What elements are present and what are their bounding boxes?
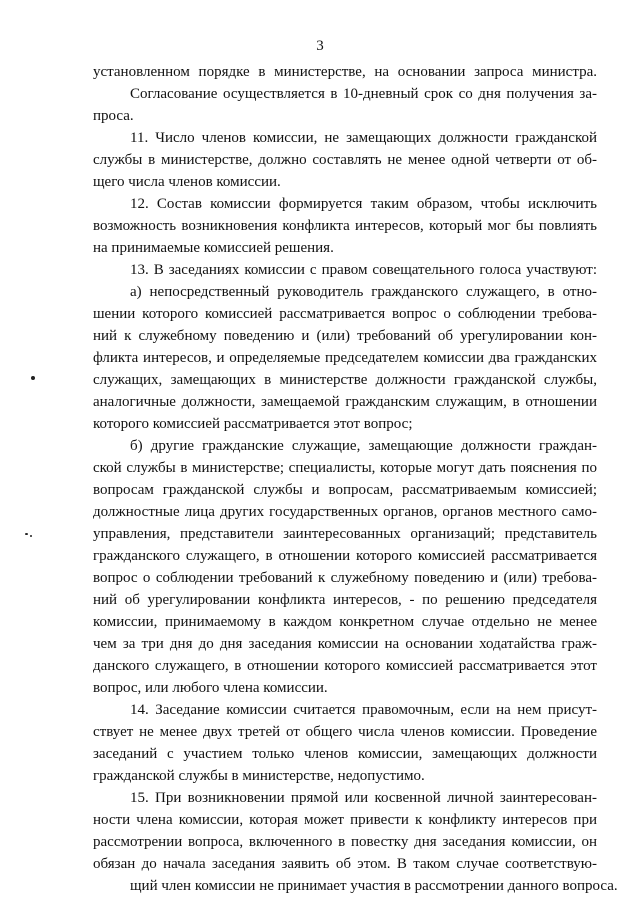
text-line: проса. <box>93 108 134 124</box>
text-line: рассмотрении вопроса, включенного в повестку дня заседания комиссии, он <box>93 834 597 850</box>
text-line: ний к служебному поведению и (или) требований об урегулировании кон- <box>93 328 597 344</box>
text-line: ской службы в министерстве; специалисты, которые могут дать пояснения по <box>93 460 597 476</box>
text-line: служащих, замещающих в министерстве должности гражданской службы, <box>93 372 597 388</box>
text-line: заседаний с участием только членов комиссии, замещающих должности <box>93 746 597 762</box>
text-line: вопрос, или любого члена комиссии. <box>93 680 328 696</box>
text-line: гражданской службы в министерстве, недопустимо. <box>93 768 425 784</box>
text-line: обязан до начала заседания заявить об этом. В таком случае соответствую- <box>93 856 597 872</box>
scan-speck <box>25 533 28 535</box>
text-line: щий член комиссии не принимает участия в рассмотрении данного вопроса. <box>130 878 618 894</box>
text-line: 13. В заседаниях комиссии с правом совещательного голоса участвуют: <box>130 262 597 278</box>
text-line: аналогичные должности, замещаемой гражданским служащим, в отношении <box>93 394 597 410</box>
text-line: 11. Число членов комиссии, не замещающих должности гражданской <box>130 130 597 146</box>
text-line: Согласование осуществляется в 10-дневный срок со дня получения за- <box>130 86 597 102</box>
text-line: 14. Заседание комиссии считается правомочным, если на нем присут- <box>130 702 597 718</box>
text-line: 15. При возникновении прямой или косвенной личной заинтересован- <box>130 790 597 806</box>
text-line: на принимаемые комиссией решения. <box>93 240 334 256</box>
text-line: ствует не менее двух третей от общего числа членов комиссии. Проведение <box>93 724 597 740</box>
text-line: возможность возникновения конфликта интересов, который мог бы повлиять <box>93 218 597 234</box>
text-line: шении которого комиссией рассматривается вопрос о соблюдении требова- <box>93 306 597 322</box>
text-line: установленном порядке в министерстве, на основании запроса министра. <box>93 64 597 80</box>
text-line: службы в министерстве, должно составлять не менее одной четверти от об- <box>93 152 597 168</box>
text-line: гражданского служащего, в отношении которого комиссией рассматривается <box>93 548 597 564</box>
text-line: чем за три дня до дня заседания комиссии на основании ходатайства граж- <box>93 636 597 652</box>
scan-speck <box>31 376 35 380</box>
text-line: должностные лица других государственных органов, органов местного само- <box>93 504 597 520</box>
text-line: вопросам гражданской службы и вопросам, рассматриваемым комиссией; <box>93 482 597 498</box>
text-line: управления, представители заинтересованных организаций; представитель <box>93 526 597 542</box>
text-line: а) непосредственный руководитель гражданского служащего, в отно- <box>130 284 597 300</box>
text-line: 12. Состав комиссии формируется таким образом, чтобы исключить <box>130 196 597 212</box>
text-line: которого комиссией рассматривается этот вопрос; <box>93 416 413 432</box>
text-line: комиссии, принимаемому в каждом конкретном случае отдельно не менее <box>93 614 597 630</box>
scan-speck <box>30 535 32 537</box>
text-line: вопрос о соблюдении требований к служебному поведению и (или) требова- <box>93 570 597 586</box>
text-line: ности члена комиссии, которая может привести к конфликту интересов при <box>93 812 597 828</box>
text-line: данского служащего, в отношении которого комиссией рассматривается этот <box>93 658 597 674</box>
text-line: щего числа членов комиссии. <box>93 174 281 190</box>
text-line: ний об урегулировании конфликта интересов, - по решению председателя <box>93 592 597 608</box>
text-line: б) другие гражданские служащие, замещающие должности граждан- <box>130 438 597 454</box>
text-line: фликта интересов, и определяемые председателем комиссии два гражданских <box>93 350 597 366</box>
page-number: 3 <box>316 38 324 54</box>
